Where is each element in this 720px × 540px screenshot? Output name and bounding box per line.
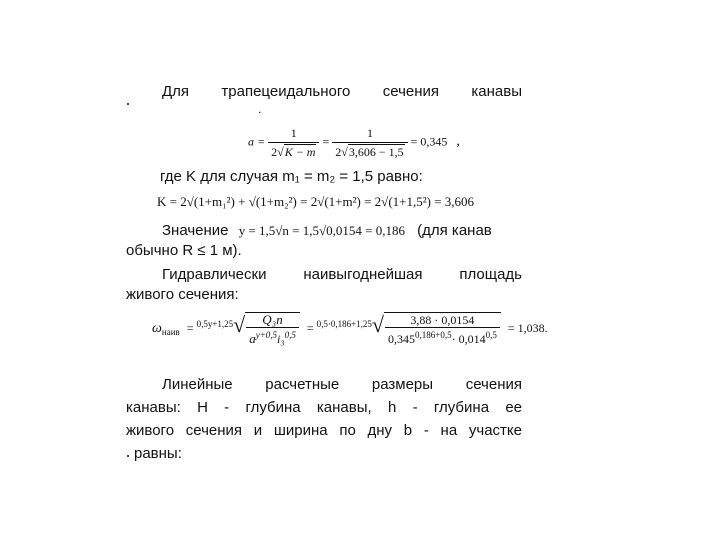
eq-a-fraction-2 [332, 124, 407, 161]
omega-num-1: Q₃n [246, 313, 299, 328]
eq-a-num-1: 1 [268, 124, 319, 143]
eq-a-result: = 0,345 [410, 134, 448, 149]
paragraph-k-intro: где K для случая m₁ = m₂ = 1,5 равно: [160, 168, 423, 185]
omega-root-index-2: 0,5·0,186+1,25 [316, 318, 372, 329]
omega-result: = 1,038. [507, 320, 548, 335]
paragraph-optimal-area-line-2: живого сечения: [126, 286, 239, 303]
eq-a-den-1: 2√K − m [271, 145, 316, 159]
paragraph-dimensions-line-2: канавы: H - глубина канавы, h - глубина ее [126, 399, 522, 416]
paragraph-optimal-area: Гидравлически наивыгоднейшая площадь [162, 266, 522, 283]
omega-root-index-1: 0,5y+1,25 [196, 318, 234, 329]
y-tail: (для канав [417, 222, 492, 239]
eq-a-equals: = [322, 134, 330, 149]
y-formula: y = 1,5√n = 1,5√0,0154 = 0,186 [238, 223, 405, 238]
eq-a-lhs: a = [248, 134, 266, 149]
omega-fraction-2 [384, 312, 501, 346]
equation-a [248, 124, 460, 161]
omega-lhs: ω [152, 320, 162, 336]
y-label: Значение [162, 222, 229, 239]
intro-line-1: Для трапецеидального сечения канавы [162, 83, 522, 100]
paragraph-intro [162, 83, 522, 101]
scan-artifact [127, 103, 129, 105]
paragraph-dimensions: Линейные расчетные размеры сечения [162, 376, 522, 393]
equation-omega: $\omega_{наив} = ^{0,5y+1,25}√$ $\frac{\text{Q₃n}}{a^{y+0,5}i_3^{0,5}}$ = $^{0,5\cdot 0,186+1,25}$√ $\frac{3,88 \cdot 0,0154}{0,345^{0,186+0,5}\cdot 0,014^{0,5}}$ = 1,038. [152, 311, 548, 346]
paragraph-dimensions-line-4: равны: [134, 445, 182, 462]
paragraph-y-line-2: обычно R ≤ 1 м). [126, 242, 242, 259]
eq-a-den-2: 2√3,606 − 1,5 [335, 145, 404, 159]
eq-a-fraction-1 [268, 124, 319, 161]
eq-a-tail: , [456, 134, 460, 150]
paragraph-y-value [162, 222, 522, 240]
omega-den-2: $0,345^{0,186+0,5}\cdot 0,014^{0,5}$ [388, 330, 497, 346]
paragraph-dimensions-line-3: живого сечения и ширина по дну b - на участке [126, 422, 522, 439]
omega-den-1: $a^{y+0,5}i_3^{0,5}$ [249, 330, 296, 346]
equation-k: K = 2√(1+m₁²) + √(1+m₂²) = 2√(1+m²) = 2√(1+1,5²) = 3,606 [157, 194, 475, 209]
scan-artifact-2 [127, 455, 129, 457]
omega-equals: = [306, 320, 314, 335]
omega-lhs-sub: наив [161, 327, 180, 338]
omega-num-2: 3,88 · 0,0154 [385, 313, 500, 328]
omega-fraction-1 [245, 312, 300, 346]
eq-a-num-2: 1 [332, 124, 407, 143]
intro-line-2-fragment: . [258, 102, 262, 116]
